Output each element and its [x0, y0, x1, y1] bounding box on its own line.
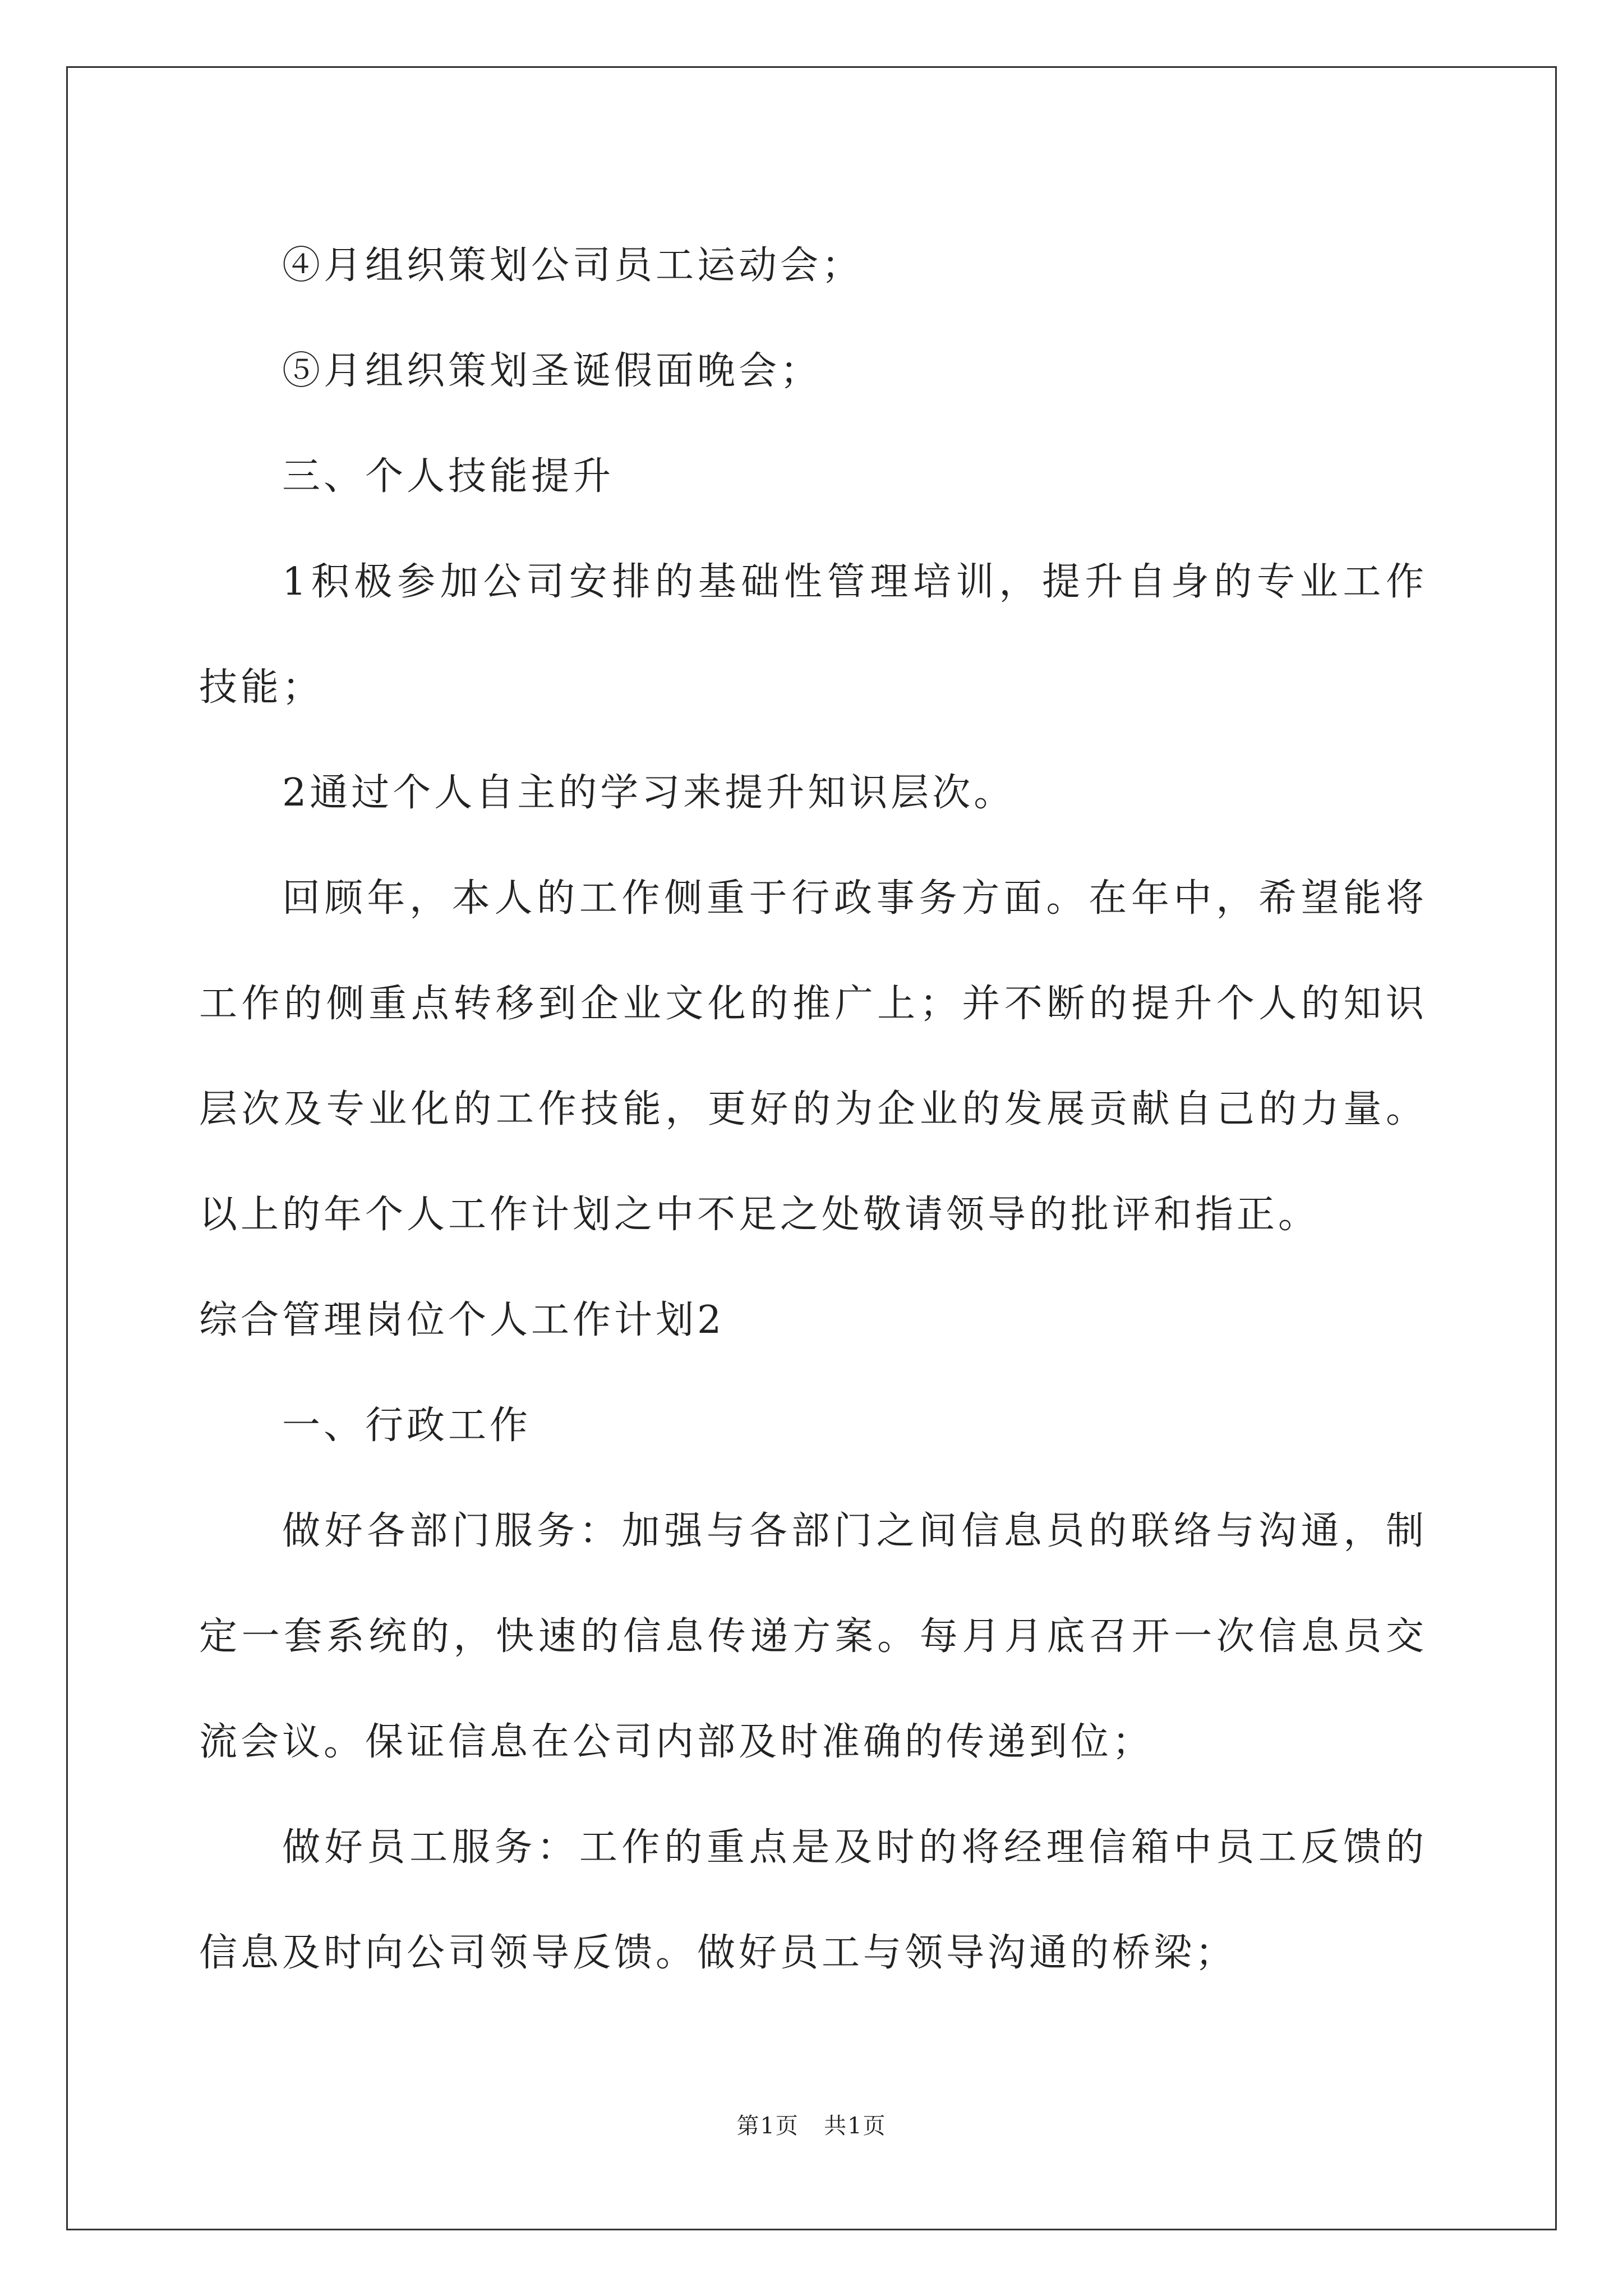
- section-heading: 三、个人技能提升: [282, 454, 615, 499]
- page-number: 第1页: [736, 2113, 799, 2139]
- page-total: 共1页: [824, 2113, 887, 2139]
- paragraph: 做好各部门服务：加强与各部门之间信息员的联络与沟通，制定一套系统的，快速的信息传递方案。每月月底召开一次信息员交流会议。保证信息在公司内部及时准确的传递到位；: [199, 1509, 1427, 1764]
- page-footer: [0, 2108, 1623, 2140]
- paragraph: 回顾年，本人的工作侧重于行政事务方面。在年中，希望能将工作的侧重点转移到企业文化的推广上；并不断的提升个人的知识层次及专业化的工作技能，更好的为企业的发展贡献自己的力量。以上的年个人工作计划之中不足之处敬请领导的批评和指正。: [199, 876, 1427, 1237]
- section-heading: 一、行政工作: [282, 1404, 532, 1448]
- document-title: 综合管理岗位个人工作计划2: [199, 1298, 725, 1342]
- document-body: [199, 213, 1427, 2006]
- paragraph: ⑤月组织策划圣诞假面晚会；: [282, 349, 822, 393]
- paragraph: ④月组织策划公司员工运动会；: [282, 243, 864, 288]
- paragraph: 做好员工服务：工作的重点是及时的将经理信箱中员工反馈的信息及时向公司领导反馈。做好员工与领导沟通的桥梁；: [199, 1825, 1427, 1975]
- paragraph: 2通过个人自主的学习来提升知识层次。: [282, 771, 1016, 815]
- paragraph: 1积极参加公司安排的基础性管理培训，提升自身的专业工作技能；: [199, 560, 1427, 710]
